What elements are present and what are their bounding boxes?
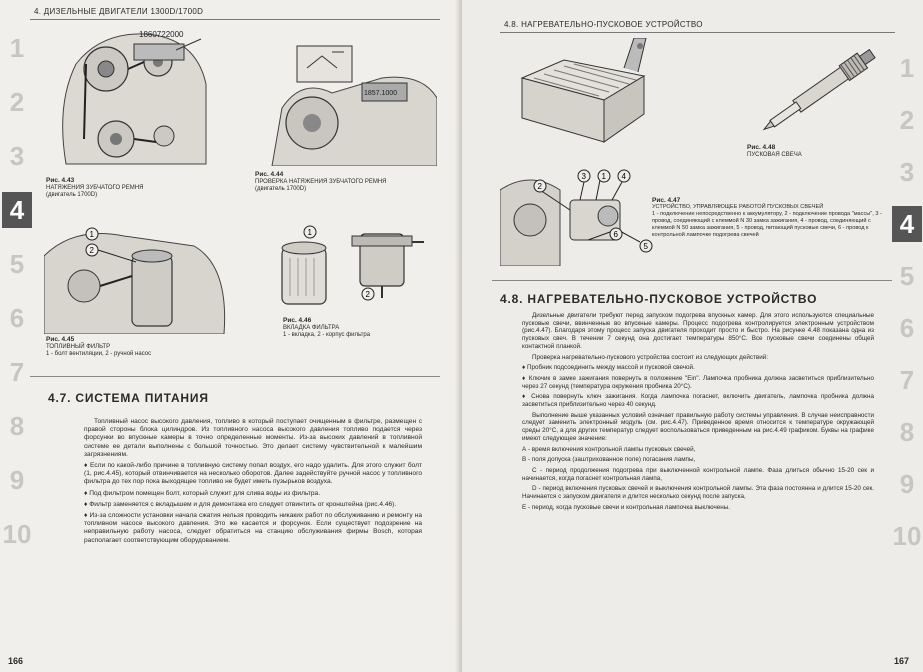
fig-4-43-engine-belt bbox=[46, 24, 221, 174]
thumb-tab-2: 2 bbox=[9, 87, 25, 117]
thumb-tab-10: 10 bbox=[892, 521, 922, 551]
section-4-8-title: 4.8. НАГРЕВАТЕЛЬНО-ПУСКОВОЕ УСТРОЙСТВО bbox=[500, 292, 818, 306]
section-4-7-body bbox=[84, 418, 422, 548]
fig-4-47-subtitle: 1 - подключение непосредственно к аккумулятору, 2 - подключение провода "массы", 3 - провод, соединяющий с клеммой N 30 замка зажигания, 4 - провод, соединяющий с клеммой N 50 замка зажигания, 5 - провод, питающий пусковые свечи, 6 - провод к контрольной лампочке подогрева свечей bbox=[652, 211, 882, 238]
paragraph: D - период включения пусковых свечей и выключения контрольной лампы. Эта фаза постоянна и длится 15-20 сек. Начинается с запуском двигателя и длится несколько секунд после запуска, bbox=[522, 485, 874, 501]
thumb-tab-6: 6 bbox=[899, 313, 915, 343]
fig-4-48-title: ПУСКОВАЯ СВЕЧА bbox=[747, 151, 802, 158]
left-running-header: 4. ДИЗЕЛЬНЫЕ ДВИГАТЕЛИ 1300D/1700D bbox=[34, 7, 204, 16]
paragraph: ♦ Фильтр заменяется с вкладышем и для демонтажа его следует отвинтить от кронштейна (рис.4.46). bbox=[84, 500, 397, 508]
fig-4-46-number: Рис. 4.46 bbox=[283, 317, 312, 324]
paragraph: Выполнение выше указанных условий означает правильную работу системы управления. В случае неисправности следует заменить электронный модуль (см. рис.4.47). Приведенное время относится к температуре окружающей среды 20°C, а для других температур следует воспользоваться приведенным на рис.4.49 графиком. Буквы на графике имеют следующее значение: bbox=[522, 411, 874, 442]
thumb-tab-3: 3 bbox=[9, 141, 25, 171]
thumb-tab-9: 9 bbox=[899, 469, 915, 499]
thumb-tab-2: 2 bbox=[899, 105, 915, 135]
fig-4-46-caption bbox=[283, 317, 448, 340]
left-section-rule bbox=[30, 376, 440, 377]
fig-4-47-mark-4: 4 bbox=[621, 172, 626, 181]
fig-4-46-subtitle: 1 - вкладка, 2 - корпус фильтра bbox=[283, 332, 371, 338]
paragraph: А - время включения контрольной лампы пусковых свечей, bbox=[522, 445, 696, 453]
right-page-number: 167 bbox=[893, 656, 909, 666]
thumb-tab-9: 9 bbox=[9, 465, 25, 495]
fig-4-47-control-unit-photo bbox=[504, 38, 684, 146]
fig-4-45-subtitle: 1 - болт вентиляции, 2 - ручной насос bbox=[46, 351, 152, 357]
fig-4-44-tool-number: 1857.1000 bbox=[364, 90, 398, 97]
fig-4-43-part-number: 1860722000 bbox=[139, 30, 184, 39]
section-4-8-body bbox=[522, 312, 874, 514]
paragraph: ♦ Ключик в замке зажигания повернуть в положение "Ein". Лампочка пробника должна засветиться приблизительно через 27 секунд (температура окружения пробника 20°C). bbox=[522, 374, 874, 390]
thumb-tab-5: 5 bbox=[9, 249, 25, 279]
thumb-tab-5: 5 bbox=[899, 261, 915, 291]
thumb-tab-7: 7 bbox=[9, 357, 25, 387]
fig-4-47-mark-5: 5 bbox=[643, 242, 648, 251]
fig-4-45-caption bbox=[46, 336, 246, 359]
fig-4-46-title: ВКЛАДКА ФИЛЬТРА bbox=[283, 324, 340, 331]
right-header-rule bbox=[500, 32, 895, 33]
paragraph: ♦ Пробник подсоединить между массой и пусковой свечой. bbox=[522, 364, 695, 372]
paragraph: Проверка нагревательно-пускового устройства состоит из следующих действий: bbox=[532, 353, 769, 361]
thumb-tab-7: 7 bbox=[899, 365, 915, 395]
fig-4-44-belt-check bbox=[262, 38, 437, 166]
paragraph: Топливный насос высокого давления, топливо в который поступает очищенным в фильтре, размещен с правой стороны блока цилиндров. Из топливного насоса высокого давления топливо подается через форсунки во впускные камеры в точно определенные моменты. Из-за высоких давлений в топливной системе ее детали выполнены с большой точностью. Это делает систему чувствительной к малейшим загрязнениям. bbox=[84, 418, 422, 458]
fig-4-48-caption bbox=[747, 144, 897, 159]
thumb-tab-10: 10 bbox=[2, 519, 32, 549]
fig-4-43-caption bbox=[46, 177, 246, 200]
fig-4-43-number: Рис. 4.43 bbox=[46, 177, 75, 184]
fig-4-47-caption bbox=[652, 197, 892, 239]
section-4-7-title: 4.7. СИСТЕМА ПИТАНИЯ bbox=[48, 391, 209, 405]
fig-4-45-mark-1: 1 bbox=[89, 230, 94, 239]
fig-4-47-number: Рис. 4.47 bbox=[652, 197, 681, 204]
paragraph: ♦ Под фильтром помещен болт, который служит для слива воды из фильтра. bbox=[84, 489, 321, 497]
fig-4-44-title: ПРОВЕРКА НАТЯЖЕНИЯ ЗУБЧАТОГО РЕМНЯ bbox=[255, 178, 387, 185]
paragraph: С - период продолжения подогрева при выключенной контрольной лампе. Фаза длиться обычно 15-20 сек и начинается, когда погаснет контрольная лампа, bbox=[522, 466, 874, 482]
right-page bbox=[462, 0, 923, 672]
fig-4-44-number: Рис. 4.44 bbox=[255, 171, 284, 178]
paragraph: Е - период, когда пусковые свечи и контрольная лампочка выключены. bbox=[522, 503, 730, 511]
thumb-tab-4: 4 bbox=[892, 206, 922, 242]
thumb-tab-6: 6 bbox=[9, 303, 25, 333]
fig-4-45-title: ТОПЛИВНЫЙ ФИЛЬТР bbox=[46, 343, 111, 350]
thumb-tab-8: 8 bbox=[899, 417, 915, 447]
thumb-tab-3: 3 bbox=[899, 157, 915, 187]
fig-4-44-caption bbox=[255, 171, 445, 194]
left-page-number: 166 bbox=[8, 656, 24, 666]
right-section-rule bbox=[492, 280, 892, 281]
thumb-tab-4: 4 bbox=[2, 192, 32, 228]
thumb-tab-1: 1 bbox=[899, 53, 915, 83]
fig-4-47-wiring-diagram bbox=[500, 160, 660, 266]
paragraph: ♦ Если по какой-либо причине в топливную систему попал воздух, его надо удалить. Для этого служит болт (1, рис.4.45), который отвинчивается на несколько оборотов. Далее задействуйте ручной насос у топливного фильтра до тех пор пока выходящее топливо не будет иметь пузырьков воздуха. bbox=[84, 462, 422, 486]
fig-4-44-subtitle: (двигатель 1700D) bbox=[255, 186, 307, 192]
right-running-header: 4.8. НАГРЕВАТЕЛЬНО-ПУСКОВОЕ УСТРОЙСТВО bbox=[504, 20, 703, 29]
fig-4-46-mark-2: 2 bbox=[365, 290, 370, 299]
paragraph: ♦ Снова повернуть ключ зажигания. Когда лампочка погаснет, включить двигатель, лампочка пробника должна засветиться приблизительно через 40 секунд. bbox=[522, 393, 874, 409]
thumb-tab-1: 1 bbox=[9, 33, 25, 63]
fig-4-45-number: Рис. 4.45 bbox=[46, 336, 75, 343]
paragraph: В - поля допуска (заштрихованное поле) погасания лампы, bbox=[522, 456, 696, 464]
fig-4-43-title: НАТЯЖЕНИЯ ЗУБЧАТОГО РЕМНЯ bbox=[46, 184, 144, 191]
fig-4-47-title: УСТРОЙСТВО, УПРАВЛЯЮЩЕЕ РАБОТОЙ ПУСКОВЫХ СВЕЧЕЙ bbox=[652, 204, 824, 210]
fig-4-46-mark-1: 1 bbox=[307, 228, 312, 237]
fig-4-47-mark-2: 2 bbox=[537, 182, 542, 191]
fig-4-47-mark-3: 3 bbox=[581, 172, 586, 181]
fig-4-46-filter-insert bbox=[272, 222, 432, 312]
fig-4-47-mark-6: 6 bbox=[613, 230, 618, 239]
paragraph: Дизельные двигатели требуют перед запуском подогрева впускных камер. Для этого используются специальные пусковые свечи, ввинченные во впускные камеры. Процесс подогрева контролируется электронным устройством (рис.4.47). Благодаря этому процесс запуска двигателя проходит просто и быстро. На рисунке 4.48 показана одна из пусковых свеч. В течении 7 секунд она достигает температуры 850°C. Все пусковые свечи соединены общей контактной планкой. bbox=[522, 312, 874, 350]
fig-4-45-fuel-filter bbox=[44, 216, 234, 334]
fig-4-43-subtitle: (двигатель 1700D) bbox=[46, 192, 98, 198]
fig-4-47-mark-1: 1 bbox=[601, 172, 606, 181]
thumb-tab-8: 8 bbox=[9, 411, 25, 441]
fig-4-48-number: Рис. 4.48 bbox=[747, 144, 776, 151]
fig-4-45-mark-2: 2 bbox=[89, 246, 94, 255]
paragraph: ♦ Из-за сложности установки начала сжатия нельзя проводить никаких работ по обслуживанию и ремонту на топливном насосе высокого давления. Это же касается и форсунок. Если существует подозрение на неправильную работу насоса, следует обратиться на станцию обслуживания фирмы Bosch, которая располагает соответствующим оборудованием. bbox=[84, 512, 422, 544]
fig-4-48-glow-plug bbox=[752, 40, 892, 140]
left-header-rule bbox=[30, 19, 440, 20]
